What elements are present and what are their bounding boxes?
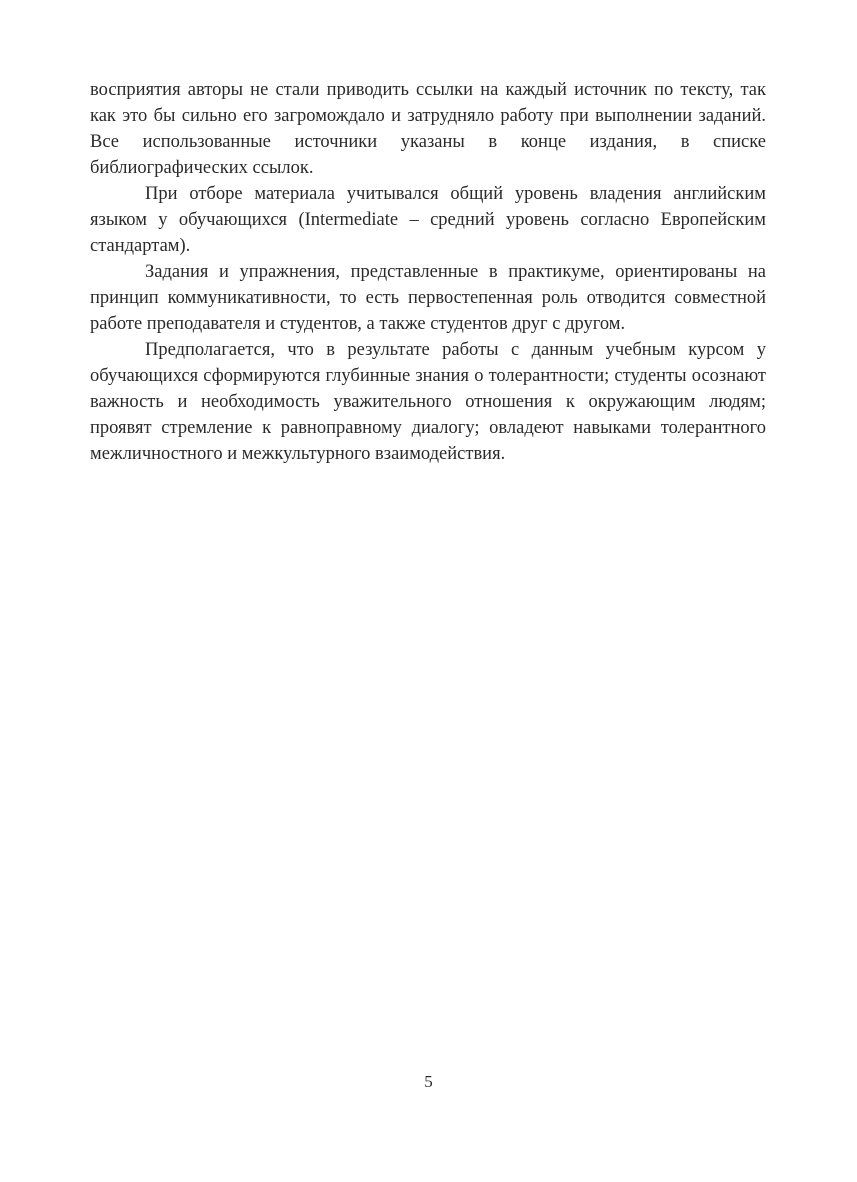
paragraph-expected-results: Предполагается, что в результате работы с данным учебным курсом у обучающихся сформируются глубинные знания о толерантности; студенты осознают важность и необходимость уважительного отношения к окружающим людям; проявят стремление к равноправному диалогу; овладеют навыками толерантного межличностного и межкультурного взаимодействия.	[90, 340, 766, 464]
paragraph-continuation: восприятия авторы не стали приводить ссылки на каждый источник по тексту, так как это бы сильно его загромождало и затрудняло работу при выполнении заданий. Все использованные источники указаны в конце издания, в списке библиографических ссылок.	[90, 80, 766, 178]
body-text	[90, 77, 766, 467]
page-number: 5	[424, 1072, 433, 1091]
paragraph-material-selection: При отборе материала учитывался общий уровень владения английским языком у обучающихся (Intermediate – средний уровень согласно Европейским стандартам).	[90, 184, 766, 256]
paragraph-communicative-principle: Задания и упражнения, представленные в практикуме, ориентированы на принцип коммуникативности, то есть первостепенная роль отводится совместной работе преподавателя и студентов, а также студентов друг с другом.	[90, 262, 766, 334]
